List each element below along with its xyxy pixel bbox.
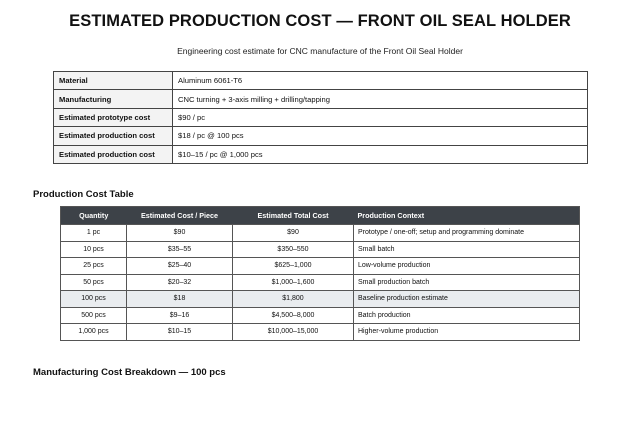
page-subtitle: Engineering cost estimate for CNC manufacture of the Front Oil Seal Holder bbox=[177, 46, 463, 56]
table-row bbox=[61, 307, 580, 324]
cell-context: Higher-volume production bbox=[354, 324, 580, 341]
cell-quantity: 100 pcs bbox=[61, 291, 127, 308]
spec-label: Estimated production cost bbox=[54, 145, 173, 163]
cell-cost-per-piece: $10–15 bbox=[127, 324, 233, 341]
cell-quantity: 25 pcs bbox=[61, 258, 127, 275]
section-heading-cost-breakdown: Manufacturing Cost Breakdown — 100 pcs bbox=[33, 367, 226, 378]
column-header-cost-per-piece: Estimated Cost / Piece bbox=[127, 207, 233, 225]
spec-row-manufacturing bbox=[54, 90, 588, 108]
cell-context: Batch production bbox=[354, 307, 580, 324]
table-row bbox=[61, 324, 580, 341]
cell-cost-per-piece: $20–32 bbox=[127, 274, 233, 291]
cell-cost-per-piece: $35–55 bbox=[127, 241, 233, 258]
cell-total-cost: $1,000–1,600 bbox=[233, 274, 354, 291]
cell-quantity: 500 pcs bbox=[61, 307, 127, 324]
spec-value: Aluminum 6061-T6 bbox=[173, 72, 588, 90]
spec-value: $18 / pc @ 100 pcs bbox=[173, 127, 588, 145]
spec-label: Manufacturing bbox=[54, 90, 173, 108]
cell-quantity: 1 pc bbox=[61, 225, 127, 242]
spec-value: CNC turning + 3-axis milling + drilling/tapping bbox=[173, 90, 588, 108]
spec-row-production-cost-1000 bbox=[54, 145, 588, 163]
cell-context: Baseline production estimate bbox=[354, 291, 580, 308]
cell-quantity: 1,000 pcs bbox=[61, 324, 127, 341]
table-header-row bbox=[61, 207, 580, 225]
production-cost-table bbox=[60, 206, 580, 341]
cell-context: Small batch bbox=[354, 241, 580, 258]
table-row-highlighted bbox=[61, 291, 580, 308]
spec-label: Material bbox=[54, 72, 173, 90]
spec-label: Estimated prototype cost bbox=[54, 108, 173, 126]
cell-total-cost: $4,500–8,000 bbox=[233, 307, 354, 324]
cell-quantity: 10 pcs bbox=[61, 241, 127, 258]
cell-context: Prototype / one-off; setup and programming dominate bbox=[354, 225, 580, 242]
cell-cost-per-piece: $90 bbox=[127, 225, 233, 242]
table-row bbox=[61, 241, 580, 258]
cell-total-cost: $10,000–15,000 bbox=[233, 324, 354, 341]
column-header-context: Production Context bbox=[354, 207, 580, 225]
column-header-total-cost: Estimated Total Cost bbox=[233, 207, 354, 225]
spec-value: $90 / pc bbox=[173, 108, 588, 126]
table-row bbox=[61, 274, 580, 291]
section-heading-production-cost: Production Cost Table bbox=[33, 189, 134, 200]
spec-row-prototype-cost bbox=[54, 108, 588, 126]
spec-row-material bbox=[54, 72, 588, 90]
cell-total-cost: $625–1,000 bbox=[233, 258, 354, 275]
cell-context: Low-volume production bbox=[354, 258, 580, 275]
page-title: ESTIMATED PRODUCTION COST — FRONT OIL SEAL HOLDER bbox=[69, 12, 571, 30]
spec-label: Estimated production cost bbox=[54, 127, 173, 145]
spec-row-production-cost-100 bbox=[54, 127, 588, 145]
cell-cost-per-piece: $18 bbox=[127, 291, 233, 308]
cell-cost-per-piece: $9–16 bbox=[127, 307, 233, 324]
table-row bbox=[61, 258, 580, 275]
spec-table bbox=[53, 71, 588, 164]
spec-value: $10–15 / pc @ 1,000 pcs bbox=[173, 145, 588, 163]
cell-total-cost: $350–550 bbox=[233, 241, 354, 258]
cell-cost-per-piece: $25–40 bbox=[127, 258, 233, 275]
column-header-quantity: Quantity bbox=[61, 207, 127, 225]
cell-total-cost: $1,800 bbox=[233, 291, 354, 308]
cell-quantity: 50 pcs bbox=[61, 274, 127, 291]
table-row bbox=[61, 225, 580, 242]
cell-context: Small production batch bbox=[354, 274, 580, 291]
cell-total-cost: $90 bbox=[233, 225, 354, 242]
